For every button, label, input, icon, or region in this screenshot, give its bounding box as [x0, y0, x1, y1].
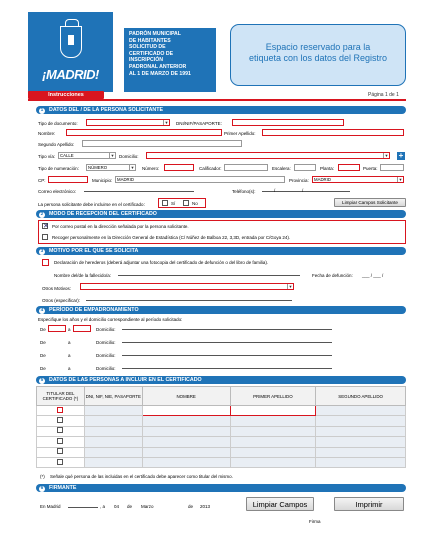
staircase-label: Escalera:	[272, 166, 291, 171]
period-address-label: Domicilio:	[96, 340, 116, 345]
apellido1-cell[interactable]	[230, 447, 316, 457]
from-year-input[interactable]	[48, 325, 66, 332]
yes-label: Sí	[171, 201, 176, 206]
section-period-header: 4 PERÍODO DE EMPADRONAMIENTO	[36, 306, 406, 314]
section-signer-header: 6 FIRMANTE	[36, 484, 406, 492]
street-type-select[interactable]: CALLE ▼	[60, 153, 115, 158]
death-date-input[interactable]: ___ / ___ /	[362, 273, 384, 278]
table-row	[37, 457, 406, 467]
to-label: a	[68, 327, 71, 332]
number-input[interactable]	[164, 164, 194, 171]
apellido1-cell[interactable]	[230, 426, 316, 436]
apellido2-cell[interactable]	[316, 437, 406, 447]
dni-cell[interactable]	[84, 437, 142, 447]
death-date-label: Fecha de defunción:	[312, 273, 353, 278]
surname1-label: Primer Apellido:	[224, 131, 256, 136]
place-label: En Madrid	[40, 504, 61, 509]
section-applicant-header: 1 DATOS DEL / DE LA PERSONA SOLICITANTE	[36, 106, 406, 114]
instructions-button[interactable]: Instrucciones	[28, 91, 104, 99]
col-nombre: NOMBRE	[142, 387, 230, 406]
street-type-label: Tipo vía:	[38, 154, 56, 159]
other-specify-label: Otros (especificar):	[42, 298, 81, 303]
postcode-input[interactable]	[48, 176, 88, 183]
apellido2-cell[interactable]	[316, 406, 406, 416]
no-label: No	[192, 201, 198, 206]
dni-input[interactable]	[232, 119, 344, 126]
door-input[interactable]	[380, 164, 404, 171]
dni-cell[interactable]	[84, 426, 142, 436]
other-reasons-select[interactable]	[80, 283, 294, 290]
col-dni: DNI, NIF, NIE, PASAPORTE	[84, 387, 142, 406]
door-label: Puerta:	[363, 166, 378, 171]
chevron-down-icon: ▼	[110, 153, 115, 158]
staircase-input[interactable]	[294, 164, 316, 171]
col-titular: TITULAR DEL CERTIFICADO (*)	[37, 387, 85, 406]
postal-mail-checkbox[interactable]: ✕	[43, 223, 49, 230]
floor-input[interactable]	[338, 164, 360, 171]
chevron-down-icon: ▼	[164, 120, 169, 125]
table-row	[37, 416, 406, 426]
period-address-input[interactable]	[122, 350, 332, 356]
deceased-name-input[interactable]	[118, 270, 300, 276]
from-label: De	[40, 327, 46, 332]
dni-cell[interactable]	[84, 457, 142, 467]
to-label: a	[68, 366, 71, 371]
include-no-checkbox[interactable]	[183, 200, 189, 206]
dni-cell[interactable]	[84, 406, 142, 416]
include-applicant-label: La persona solicitante debe incluirse en el certificado:	[38, 202, 145, 207]
print-button[interactable]: Imprimir	[334, 497, 404, 511]
nombre-cell[interactable]	[142, 426, 230, 436]
clear-fields-button[interactable]: Limpiar Campos	[246, 497, 314, 511]
doc-type-label: Tipo de documento:	[38, 121, 78, 126]
period-address-label: Domicilio:	[96, 327, 116, 332]
chevron-down-icon: ▼	[288, 284, 293, 289]
from-label: De	[40, 353, 46, 358]
period-address-label: Domicilio:	[96, 353, 116, 358]
titular-note: Señale qué persona de las incluidas en el certificado debe aparecer como titular del mismo.	[50, 474, 233, 479]
address-label: Domicilio:	[119, 154, 139, 159]
crest-icon	[60, 26, 82, 58]
deceased-name-label: Nombre del/de la fallecido/a:	[54, 273, 112, 278]
other-specify-input[interactable]	[86, 295, 292, 301]
section-reception-header: 2 MODO DE RECEPCION DEL CERTIFICADO	[36, 210, 406, 218]
pickup-checkbox[interactable]	[42, 234, 48, 240]
nombre-cell[interactable]	[142, 457, 230, 467]
table-row	[37, 447, 406, 457]
titular-checkbox[interactable]	[57, 417, 63, 423]
apellido1-cell[interactable]	[230, 406, 316, 416]
section-persons-header: 5 DATOS DE LAS PERSONAS A INCLUIR EN EL CERTIFICADO	[36, 376, 406, 384]
section-reason-header: 3 MOTIVO POR EL QUE SE SOLICITA	[36, 247, 406, 255]
province-label: Provincia:	[289, 178, 309, 183]
nombre-cell[interactable]	[142, 437, 230, 447]
period-address-label: Domicilio:	[96, 366, 116, 371]
postal-mail-label: Por correo postal en la dirección señalada por la persona solicitante.	[52, 224, 189, 229]
chevron-down-icon: ▼	[384, 153, 389, 158]
heirs-label: Declaración de herederos (deberá adjuntar una fotocopia del certificado de defunción o del libro de familia).	[54, 260, 269, 265]
floor-label: Planta:	[320, 166, 335, 171]
logo-text: ¡MADRID!	[42, 67, 99, 82]
address-select[interactable]	[146, 152, 390, 159]
apellido2-cell[interactable]	[316, 426, 406, 436]
table-row	[37, 437, 406, 447]
municipality-input[interactable]: MADRID	[115, 176, 285, 183]
email-label: Correo electrónico:	[38, 189, 77, 194]
province-select[interactable]: MADRID ▼	[314, 177, 403, 182]
day-value[interactable]: 04	[114, 504, 120, 509]
numbering-type-select[interactable]: NÚMERO ▼	[88, 165, 135, 170]
chevron-down-icon: ▼	[130, 165, 135, 170]
apellido2-cell[interactable]	[316, 457, 406, 467]
apellido1-cell[interactable]	[230, 437, 316, 447]
surname2-label: Segundo Apellido:	[38, 142, 75, 147]
from-label: De	[40, 340, 46, 345]
to-label: a	[68, 340, 71, 345]
page-indicator: Página 1 de 1	[368, 92, 399, 98]
phone-separator: /	[274, 188, 276, 193]
phone-separator: /	[302, 188, 304, 193]
madrid-logo	[28, 12, 113, 92]
to-label: a	[68, 353, 71, 358]
col-apellido2: SEGUNDO APELLIDO	[316, 387, 406, 406]
name-label: Nombre:	[38, 131, 56, 136]
persons-table	[36, 386, 406, 468]
clear-applicant-button[interactable]: Limpiar Campos Solicitante	[334, 198, 406, 207]
number-label: Número:	[142, 166, 160, 171]
titular-checkbox[interactable]	[57, 427, 63, 433]
surname1-input[interactable]	[262, 129, 404, 136]
date-de-label: de	[188, 504, 194, 509]
table-row	[37, 406, 406, 416]
other-reasons-label: Otros Motivos:	[42, 286, 72, 291]
signature-label: Firma	[309, 519, 321, 524]
chevron-down-icon: ▼	[398, 177, 403, 182]
table-row	[37, 426, 406, 436]
numbering-type-label: Tipo de numeración:	[38, 166, 79, 171]
titular-checkbox[interactable]	[57, 459, 63, 465]
pickup-label: Recoger personalmente en la Dirección General de Estadística (C/ Núñez de Balboa 22, 3,3D, entrada por C/Goya 24).	[52, 235, 291, 240]
apellido1-cell[interactable]	[230, 457, 316, 467]
year-value[interactable]: 2013	[200, 504, 211, 509]
dni-label: DNI/NIF/PASAPORTE:	[176, 121, 222, 126]
to-year-input[interactable]	[73, 325, 91, 332]
apellido1-cell[interactable]	[230, 416, 316, 426]
postcode-label: CP:	[38, 178, 46, 183]
date-a-label: , a	[100, 504, 106, 509]
nombre-cell[interactable]	[142, 447, 230, 457]
surname2-input[interactable]	[82, 140, 242, 147]
date-de-label: de	[127, 504, 133, 509]
qualifier-label: Calificador:	[199, 166, 222, 171]
form-title: PADRÓN MUNICIPAL DE HABITANTES SOLICITUD DE CERTIFICADO DE INSCRIPCIÓN PADRONAL ANTERIOR AL 1 DE MARZO DE 1991	[124, 28, 216, 92]
period-address-input[interactable]	[122, 337, 332, 343]
include-yes-checkbox[interactable]	[162, 200, 168, 206]
dni-cell[interactable]	[84, 416, 142, 426]
month-value[interactable]: Marzo	[141, 504, 154, 509]
phone-label: Teléfono(s):	[232, 189, 256, 194]
heirs-checkbox[interactable]	[42, 259, 49, 266]
period-hint: Especifique los años y el domicilio correspondiente al período solicitado:	[38, 317, 183, 322]
period-address-input[interactable]	[122, 363, 332, 369]
col-apellido1: PRIMER APELLIDO	[230, 387, 316, 406]
period-address-input[interactable]	[122, 324, 332, 330]
add-address-button[interactable]: +	[398, 151, 404, 160]
nombre-cell[interactable]	[142, 416, 230, 426]
place-input[interactable]	[68, 501, 98, 508]
nombre-cell[interactable]	[142, 406, 230, 416]
municipality-label: Municipio:	[92, 178, 113, 183]
apellido2-cell[interactable]	[316, 447, 406, 457]
from-label: De	[40, 366, 46, 371]
titular-checkbox[interactable]	[57, 438, 63, 444]
table-header-row	[37, 387, 406, 406]
divider	[28, 99, 406, 101]
note-mark: (*)	[40, 474, 45, 479]
registry-label-area: Espacio reservado para la etiqueta con los datos del Registro	[230, 24, 406, 86]
name-input[interactable]	[66, 129, 222, 136]
dni-cell[interactable]	[84, 447, 142, 457]
email-input[interactable]	[84, 186, 194, 192]
doc-type-select[interactable]	[86, 119, 170, 126]
qualifier-input[interactable]	[224, 164, 268, 171]
titular-checkbox[interactable]	[57, 407, 63, 413]
titular-checkbox[interactable]	[57, 448, 63, 454]
apellido2-cell[interactable]	[316, 416, 406, 426]
